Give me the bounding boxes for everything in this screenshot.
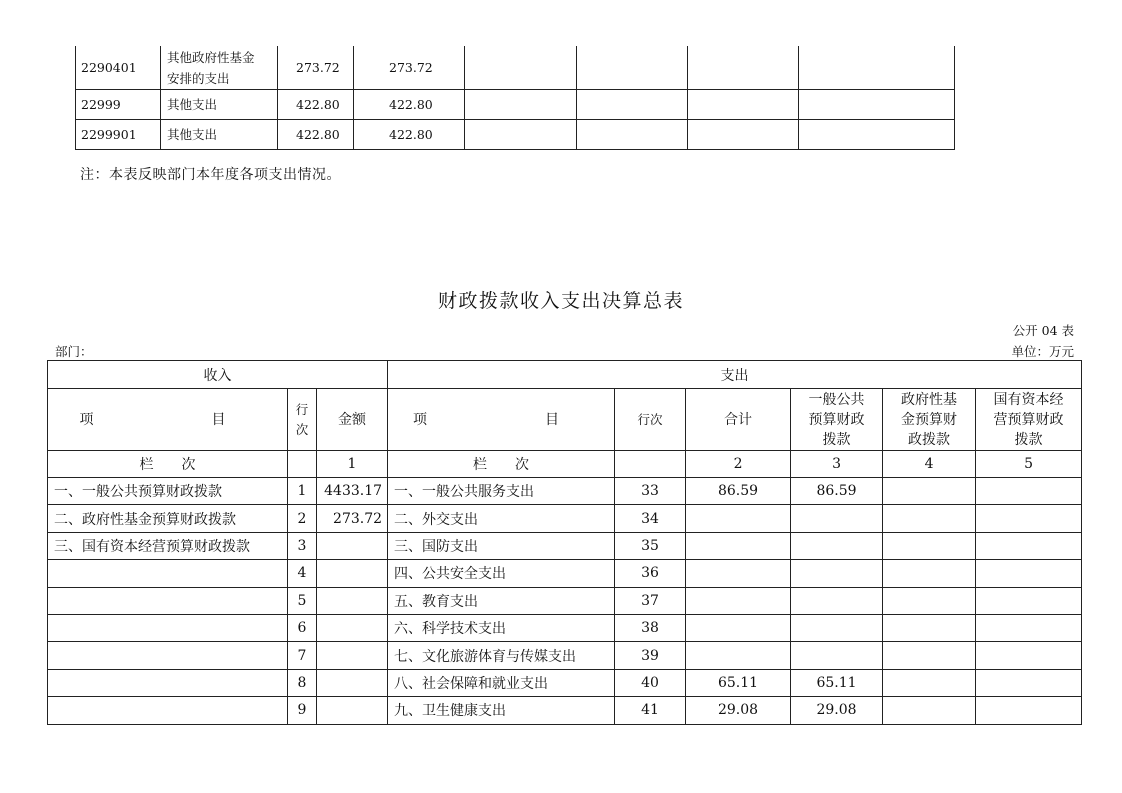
subject-code: 2290401 <box>76 46 161 90</box>
expense-row-no: 40 <box>615 669 686 696</box>
expense-item: 二、外交支出 <box>388 505 615 532</box>
general-budget-value <box>791 587 883 614</box>
state-capital-value <box>976 505 1082 532</box>
expense-row-no: 36 <box>615 560 686 587</box>
fund-budget-value <box>883 614 976 641</box>
column-index: 2 <box>686 451 791 478</box>
table-row <box>48 560 1082 587</box>
income-amount <box>317 532 388 559</box>
state-capital-header: 国有资本经 营预算财政 拨款 <box>976 389 1082 451</box>
expense-item: 七、文化旅游体育与传媒支出 <box>388 642 615 669</box>
table-row <box>48 532 1082 559</box>
column-index: 5 <box>976 451 1082 478</box>
expense-item-header: 项 目 <box>388 389 615 451</box>
state-capital-value <box>976 560 1082 587</box>
income-item-header: 项 目 <box>48 389 288 451</box>
column-index: 1 <box>317 451 388 478</box>
income-amount <box>317 697 388 724</box>
expense-row-no: 39 <box>615 642 686 669</box>
table-row <box>48 697 1082 724</box>
expense-row-no: 38 <box>615 614 686 641</box>
total-value <box>686 587 791 614</box>
fund-budget-header: 政府性基 金预算财 政拨款 <box>883 389 976 451</box>
income-row-no: 3 <box>288 532 317 559</box>
income-item: 二、政府性基金预算财政拨款 <box>48 505 288 532</box>
state-capital-value <box>976 587 1082 614</box>
income-row-no: 6 <box>288 614 317 641</box>
state-capital-value <box>976 532 1082 559</box>
basic-value: 273.72 <box>354 46 465 90</box>
general-budget-value <box>791 642 883 669</box>
header-row-group <box>48 361 1082 389</box>
state-capital-value <box>976 478 1082 505</box>
total-value: 273.72 <box>278 46 354 90</box>
column-label: 栏 次 <box>388 451 615 478</box>
total-value: 29.08 <box>686 697 791 724</box>
total-value: 86.59 <box>686 478 791 505</box>
income-item <box>48 587 288 614</box>
income-row-no-header: 行 次 <box>288 389 317 451</box>
income-row-no: 9 <box>288 697 317 724</box>
general-budget-value <box>791 505 883 532</box>
table-row <box>76 46 955 90</box>
income-row-no: 5 <box>288 587 317 614</box>
state-capital-value <box>976 697 1082 724</box>
subject-name: 其他支出 <box>161 120 278 150</box>
expense-item: 四、公共安全支出 <box>388 560 615 587</box>
general-budget-value <box>791 614 883 641</box>
expense-header: 支出 <box>388 361 1082 389</box>
table-row <box>48 642 1082 669</box>
header-row-columns <box>48 389 1082 451</box>
table-row <box>48 505 1082 532</box>
income-header: 收入 <box>48 361 388 389</box>
income-item <box>48 614 288 641</box>
income-amount <box>317 614 388 641</box>
expense-item: 六、科学技术支出 <box>388 614 615 641</box>
expense-item: 一、一般公共服务支出 <box>388 478 615 505</box>
income-row-no: 1 <box>288 478 317 505</box>
income-item <box>48 669 288 696</box>
unit-label: 单位：万元 <box>1011 344 1074 359</box>
income-amount: 4433.17 <box>317 478 388 505</box>
general-budget-value <box>791 532 883 559</box>
amount-header: 金额 <box>317 389 388 451</box>
income-row-no: 2 <box>288 505 317 532</box>
fund-budget-value <box>883 697 976 724</box>
expense-detail-table-fragment <box>75 46 955 150</box>
total-value: 422.80 <box>278 90 354 120</box>
expense-item: 三、国防支出 <box>388 532 615 559</box>
income-item: 三、国有资本经营预算财政拨款 <box>48 532 288 559</box>
income-row-no: 7 <box>288 642 317 669</box>
fund-budget-value <box>883 669 976 696</box>
income-item <box>48 697 288 724</box>
general-budget-header: 一般公共 预算财政 拨款 <box>791 389 883 451</box>
general-budget-value <box>791 560 883 587</box>
general-budget-value: 86.59 <box>791 478 883 505</box>
expense-row-no: 33 <box>615 478 686 505</box>
expense-row-no: 41 <box>615 697 686 724</box>
total-value: 422.80 <box>278 120 354 150</box>
expense-row-no: 34 <box>615 505 686 532</box>
table-row <box>76 120 955 150</box>
state-capital-value <box>976 642 1082 669</box>
expense-item: 九、卫生健康支出 <box>388 697 615 724</box>
income-amount <box>317 642 388 669</box>
state-capital-value <box>976 669 1082 696</box>
total-value <box>686 505 791 532</box>
table-row <box>48 669 1082 696</box>
income-item <box>48 560 288 587</box>
income-item: 一、一般公共预算财政拨款 <box>48 478 288 505</box>
expense-item: 五、教育支出 <box>388 587 615 614</box>
fund-budget-value <box>883 478 976 505</box>
page-title: 财政拨款收入支出决算总表 <box>437 290 684 312</box>
table-row <box>76 90 955 120</box>
column-index: 4 <box>883 451 976 478</box>
subject-code: 22999 <box>76 90 161 120</box>
table-row <box>48 478 1082 505</box>
fund-budget-value <box>883 642 976 669</box>
total-value <box>686 560 791 587</box>
income-amount <box>317 669 388 696</box>
basic-value: 422.80 <box>354 90 465 120</box>
subject-name: 其他政府性基金 安排的支出 <box>161 46 278 90</box>
department-label: 部门： <box>55 344 93 359</box>
fund-budget-value <box>883 587 976 614</box>
expense-item: 八、社会保障和就业支出 <box>388 669 615 696</box>
table-row <box>48 614 1082 641</box>
income-amount <box>317 560 388 587</box>
general-budget-value: 29.08 <box>791 697 883 724</box>
total-header: 合计 <box>686 389 791 451</box>
income-amount <box>317 587 388 614</box>
column-label: 栏 次 <box>48 451 288 478</box>
subject-code: 2299901 <box>76 120 161 150</box>
income-row-no: 4 <box>288 560 317 587</box>
table-row <box>48 587 1082 614</box>
general-budget-value: 65.11 <box>791 669 883 696</box>
fiscal-appropriation-summary-table <box>47 360 1082 725</box>
expense-row-no: 35 <box>615 532 686 559</box>
income-item <box>48 642 288 669</box>
column-index-row <box>48 451 1082 478</box>
expense-row-no: 37 <box>615 587 686 614</box>
basic-value: 422.80 <box>354 120 465 150</box>
table-note: 注：本表反映部门本年度各项支出情况。 <box>80 167 341 183</box>
column-index: 3 <box>791 451 883 478</box>
total-value <box>686 532 791 559</box>
table-code-label: 公开 04 表 <box>1012 323 1074 338</box>
total-value: 65.11 <box>686 669 791 696</box>
fund-budget-value <box>883 560 976 587</box>
expense-row-no-header: 行次 <box>615 389 686 451</box>
income-amount: 273.72 <box>317 505 388 532</box>
income-row-no: 8 <box>288 669 317 696</box>
fund-budget-value <box>883 505 976 532</box>
fund-budget-value <box>883 532 976 559</box>
subject-name: 其他支出 <box>161 90 278 120</box>
total-value <box>686 614 791 641</box>
total-value <box>686 642 791 669</box>
state-capital-value <box>976 614 1082 641</box>
